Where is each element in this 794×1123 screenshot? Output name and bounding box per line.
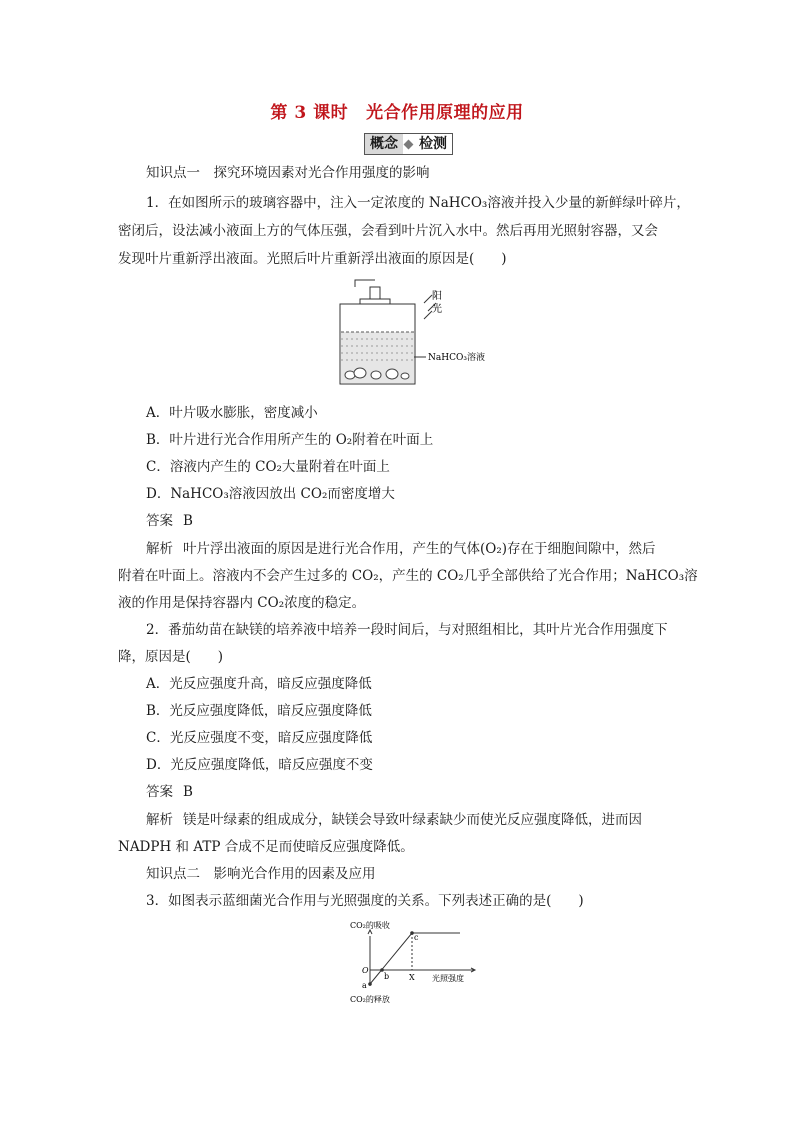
q1-explanation-line2: 附着在叶面上。溶液内不会产生过多的 CO₂，产生的 CO₂几乎全部供给了光合作用；NaHCO₃溶 [118,568,698,584]
graph-x-label: 光照强度 [432,974,464,983]
explain-label: 解析 [146,812,173,828]
section-heading-2: 知识点二 影响光合作用的因素及应用 [146,866,376,882]
fig-sun-label-2: 光 [432,304,442,315]
stopper [360,299,390,304]
graph-point-c: c [414,933,419,942]
q1-stem-line3: 发现叶片重新浮出液面。光照后叶片重新浮出液面的原因是( ) [118,251,507,267]
q2-explanation-line1: 解析 镁是叶绿素的组成成分，缺镁会导致叶绿素缺少而使光反应强度降低，进而因 [146,812,642,828]
section-heading-1: 知识点一 探究环境因素对光合作用强度的影响 [146,165,430,181]
q3-graph [340,916,490,1011]
explain-label: 解析 [146,541,173,557]
badge-check: 检测 [419,136,447,152]
q2-option-b: B．光反应强度降低，暗反应强度降低 [146,703,372,719]
q1-explanation-line1: 解析 叶片浮出液面的原因是进行光合作用，产生的气体(O₂)存在于细胞间隙中，然后 [146,541,656,557]
q2-stem-line1: 2．番茄幼苗在缺镁的培养液中培养一段时间后，与对照组相比，其叶片光合作用强度下 [146,622,668,638]
graph-point-b: b [384,972,390,981]
page-title: 第 3 课时 光合作用原理的应用 [270,103,524,123]
q3-stem-line1: 3．如图表示蓝细菌光合作用与光照强度的关系。下列表述正确的是( ) [146,893,584,909]
q1-option-a: A．叶片吸水膨胀，密度减小 [146,405,318,421]
fig-solution-label: NaHCO₃溶液 [428,353,485,363]
badge-concept: 概念 [365,134,403,154]
concept-check-badge [364,133,453,155]
q2-option-c: C．光反应强度不变，暗反应强度降低 [146,730,373,746]
answer-label: 答案 [146,784,173,800]
valve-knob [370,287,380,299]
graph-point-a: a [362,981,367,990]
q1-answer [146,509,193,529]
answer-value: B [183,784,193,800]
q1-option-c: C．溶液内产生的 CO₂大量附着在叶面上 [146,459,390,475]
q2-answer [146,780,193,800]
q1-explanation-line3: 液的作用是保持容器内 CO₂浓度的稳定。 [118,595,366,611]
graph-x-mark: X [409,973,415,982]
graph-origin: O [362,966,369,975]
q2-option-d: D．光反应强度降低，暗反应强度不变 [146,757,373,773]
answer-value: B [183,513,193,529]
q1-option-d: D．NaHCO₃溶液因放出 CO₂而密度增大 [146,486,395,502]
graph-y-top-label: CO₂的吸收 [350,921,390,930]
valve-pipe [355,280,375,287]
fig-sun-label-1: 阳 [432,291,442,302]
graph-y-bottom-label: CO₂的释放 [350,995,390,1004]
q1-stem-line2: 密闭后，设法减小液面上方的气体压强，会看到叶片沉入水中。然后再用光照射容器，又会 [118,223,658,239]
q1-container-figure [320,277,500,392]
q2-explanation-line2: NADPH 和 ATP 合成不足而使暗反应强度降低。 [118,839,414,855]
q2-option-a: A．光反应强度升高，暗反应强度降低 [146,676,372,692]
q1-option-b: B．叶片进行光合作用所产生的 O₂附着在叶面上 [146,432,434,448]
badge-diamond-icon [404,139,414,149]
q2-stem-line2: 降，原因是( ) [118,649,224,665]
answer-label: 答案 [146,513,173,529]
q1-stem-line1: 1．在如图所示的玻璃容器中，注入一定浓度的 NaHCO₃溶液并投入少量的新鲜绿叶碎片， [146,195,690,211]
